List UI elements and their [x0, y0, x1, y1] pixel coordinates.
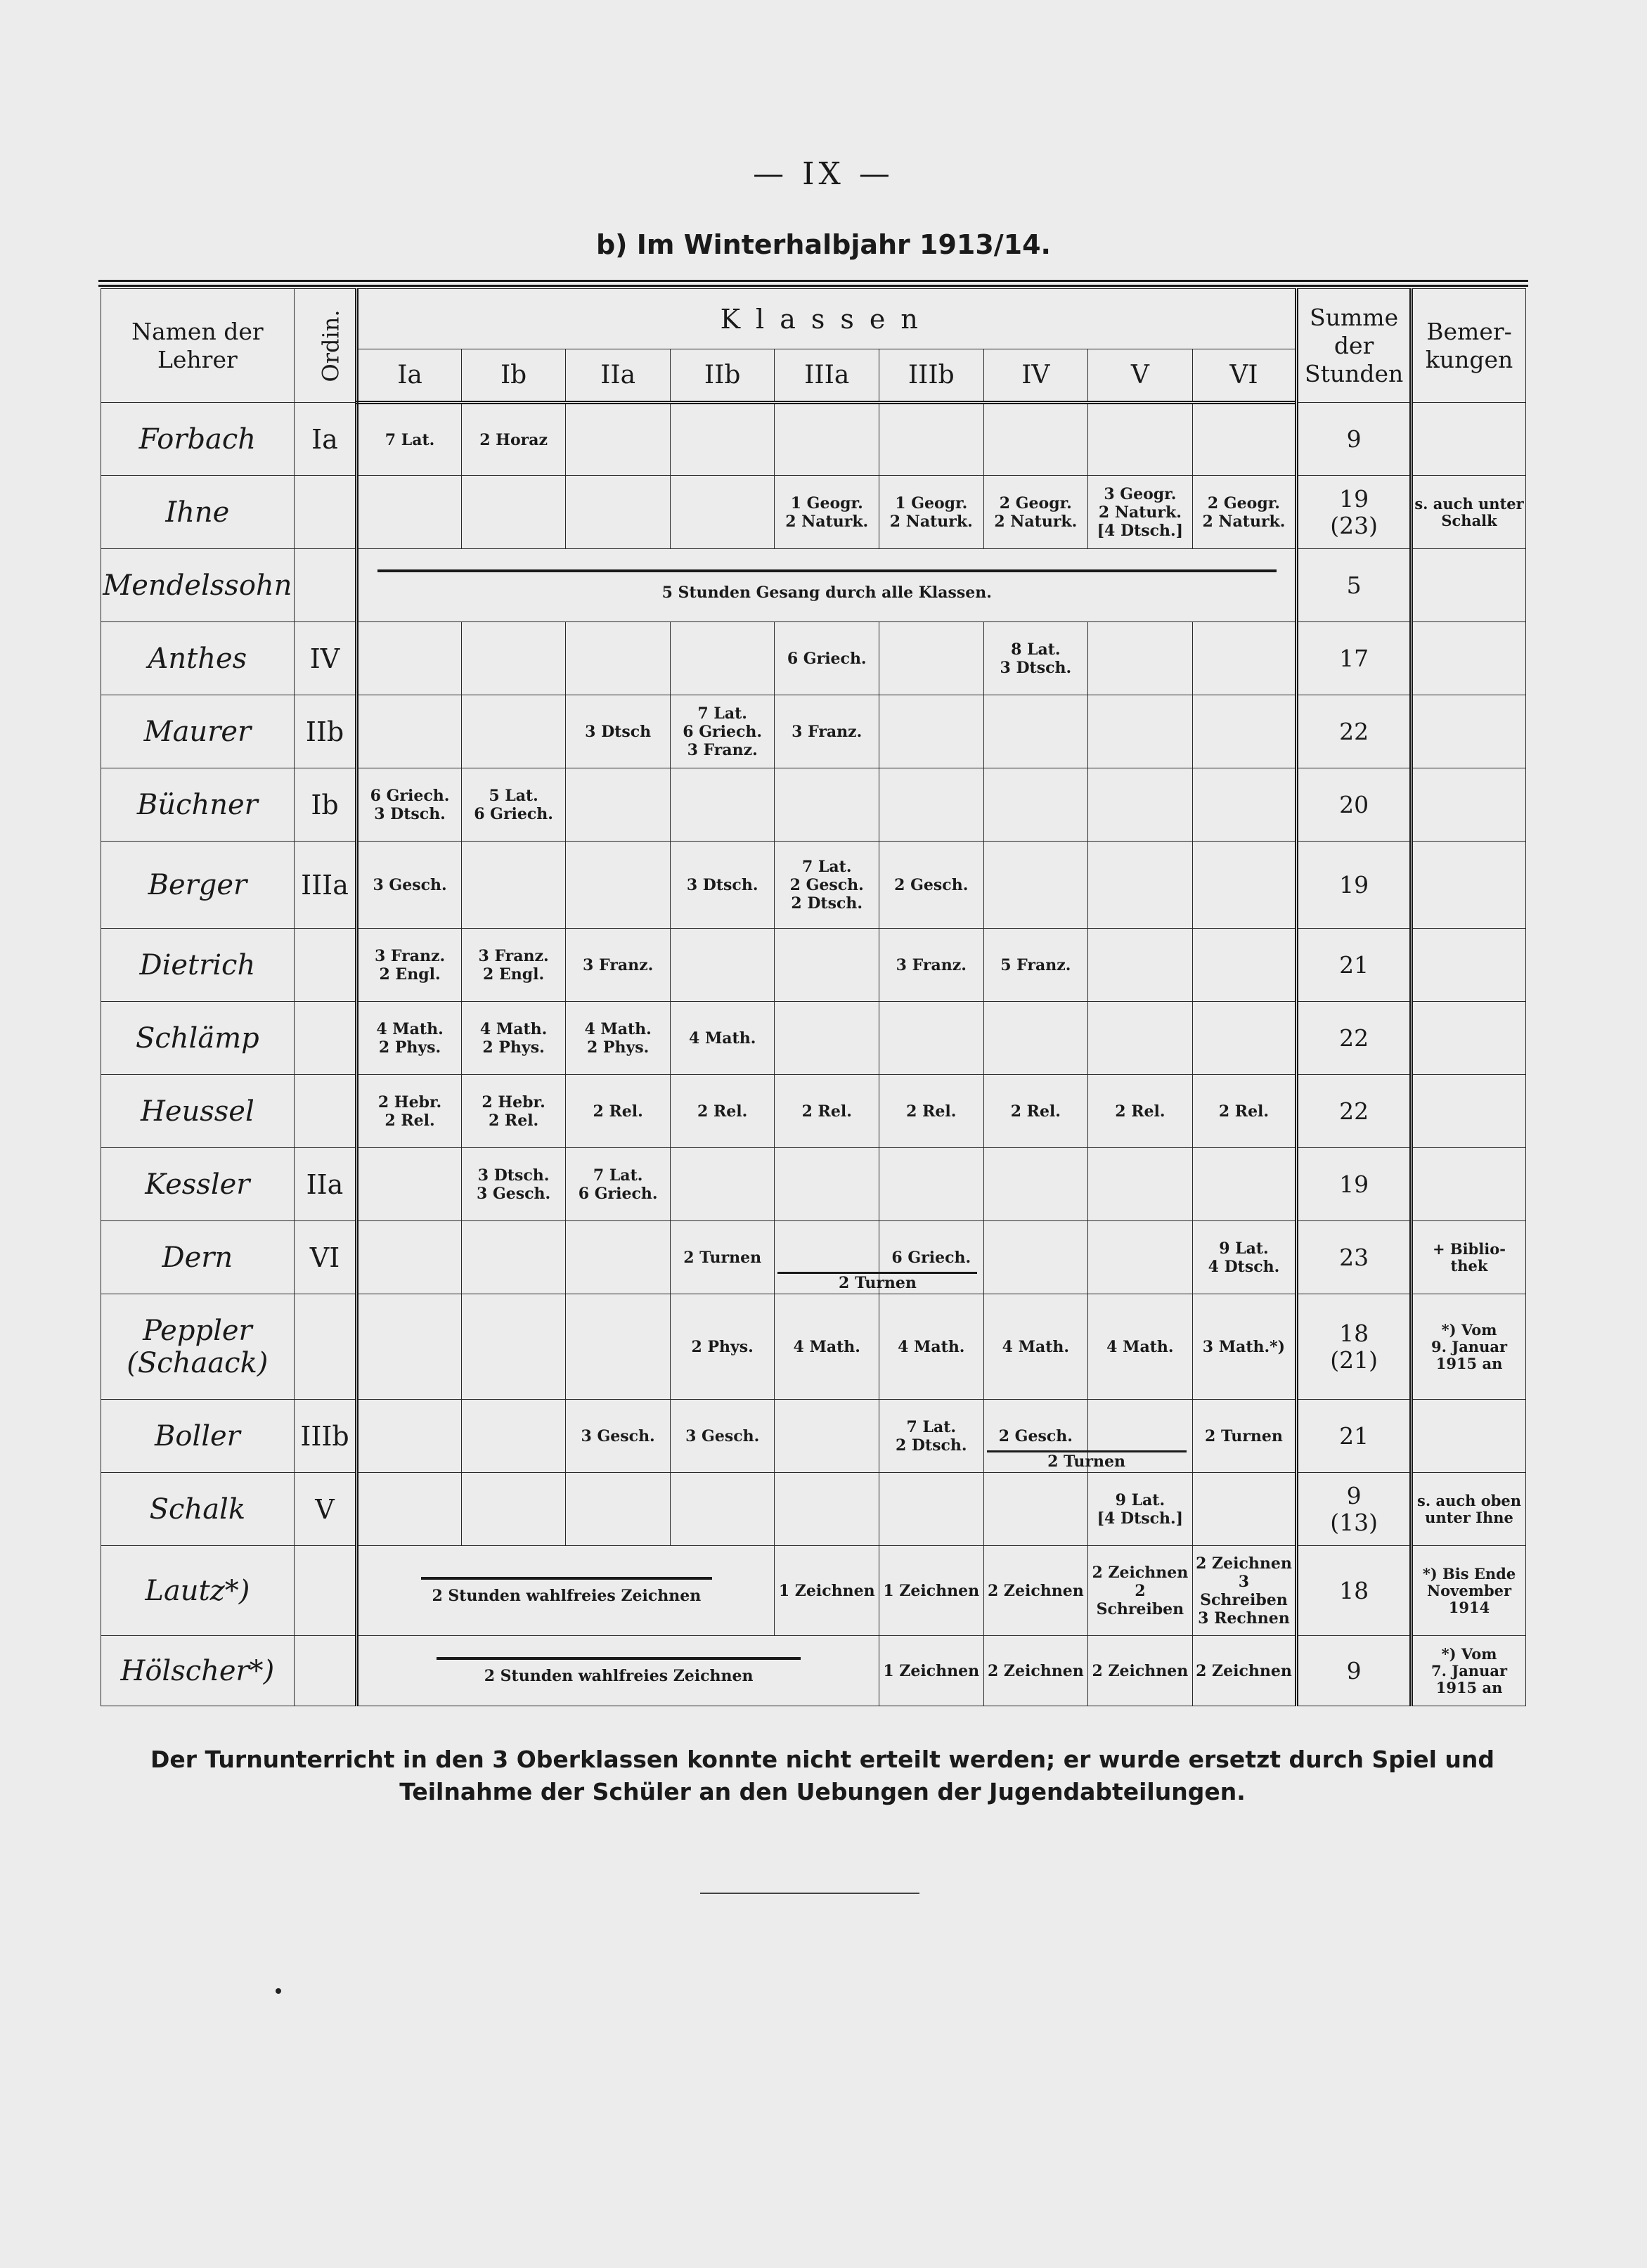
table-row: [101, 1636, 1526, 1706]
ordinariat: V: [294, 1473, 357, 1546]
lesson-cell: 3 Franz. 2 Engl.: [357, 929, 462, 1002]
lesson-cell: 7 Lat. 2 Dtsch.: [879, 1400, 984, 1473]
ordinariat: IIb: [294, 695, 357, 768]
class-header-iiia: IIIa: [775, 349, 879, 403]
joint-lesson-label: 2 Turnen: [987, 1450, 1187, 1471]
lesson-cell: 2 Rel.: [670, 1075, 775, 1148]
lesson-cell: [566, 622, 671, 695]
lesson-cell: [1192, 842, 1297, 929]
ordinariat: [294, 1075, 357, 1148]
lesson-cell: 2 Geogr. 2 Naturk.: [983, 476, 1088, 549]
lesson-cell: [879, 622, 984, 695]
page-heading: b) Im Winterhalbjahr 1913/14.: [595, 229, 1051, 260]
lesson-cell: [670, 768, 775, 842]
teacher-name: Maurer: [101, 695, 295, 768]
span-cell: 2 Stunden wahlfreies Zeichnen: [357, 1636, 879, 1706]
lesson-cell: 7 Lat. 2 Gesch. 2 Dtsch.: [775, 842, 879, 929]
lesson-cell: 4 Math.: [983, 1294, 1088, 1400]
lesson-cell: 2 Rel.: [1192, 1075, 1297, 1148]
lesson-cell: [1088, 1221, 1193, 1294]
class-header-vi: VI: [1192, 349, 1297, 403]
lesson-cell: 2 Zeichnen: [1088, 1636, 1193, 1706]
teacher-name: Dern: [101, 1221, 295, 1294]
remark: [1412, 549, 1526, 622]
lesson-cell: [566, 476, 671, 549]
ordinariat: [294, 476, 357, 549]
lesson-cell: [775, 403, 879, 476]
lesson-cell: 6 Griech.: [775, 622, 879, 695]
lesson-cell: [357, 695, 462, 768]
lesson-cell: 3 Franz.: [775, 695, 879, 768]
lesson-cell: [983, 1221, 1088, 1294]
lesson-cell: [1192, 1473, 1297, 1546]
lesson-cell: 2 Hebr. 2 Rel.: [357, 1075, 462, 1148]
lesson-cell: [461, 695, 566, 768]
teacher-name: Anthes: [101, 622, 295, 695]
table-row: [101, 1546, 1526, 1636]
lesson-cell: [879, 695, 984, 768]
lesson-cell: [1192, 403, 1297, 476]
lesson-cell: 3 Franz. 2 Engl.: [461, 929, 566, 1002]
hours-sum: 19: [1297, 842, 1412, 929]
lesson-cell: [566, 403, 671, 476]
table-row: [101, 622, 1526, 695]
teacher-name: Büchner: [101, 768, 295, 842]
remark: [1412, 768, 1526, 842]
header-summe: Summe der Stunden: [1297, 289, 1412, 403]
lesson-cell: [879, 768, 984, 842]
hours-sum: 22: [1297, 1002, 1412, 1075]
lesson-cell: [357, 1400, 462, 1473]
lesson-cell: 2 Horaz: [461, 403, 566, 476]
table-row: [101, 1294, 1526, 1400]
class-header-iv: IV: [983, 349, 1088, 403]
ordinariat: Ia: [294, 403, 357, 476]
teacher-name: Lautz*): [101, 1546, 295, 1636]
lesson-cell: 3 Dtsch: [566, 695, 671, 768]
lesson-cell: [775, 929, 879, 1002]
hours-sum: 9: [1297, 1636, 1412, 1706]
class-header-ia: Ia: [357, 349, 462, 403]
lesson-cell: [1192, 622, 1297, 695]
remark: *) Bis Ende November 1914: [1412, 1546, 1526, 1636]
table-row: [101, 476, 1526, 549]
lesson-cell: [775, 768, 879, 842]
lesson-cell: [1192, 929, 1297, 1002]
lesson-cell: 7 Lat.: [357, 403, 462, 476]
lesson-cell: 2 Zeichnen 2 Schreiben: [1088, 1546, 1193, 1636]
hours-sum: 9: [1297, 403, 1412, 476]
lesson-cell: 4 Math. 2 Phys.: [357, 1002, 462, 1075]
lesson-cell: [670, 929, 775, 1002]
lesson-cell: 2 Zeichnen: [983, 1636, 1088, 1706]
lesson-cell: [1088, 695, 1193, 768]
hours-sum: 9 (13): [1297, 1473, 1412, 1546]
lesson-cell: [1088, 1002, 1193, 1075]
lesson-cell: [775, 1221, 917, 1294]
remark: [1412, 622, 1526, 695]
lesson-cell: [983, 842, 1088, 929]
hours-sum: 18: [1297, 1546, 1412, 1636]
lesson-cell: [983, 768, 1088, 842]
lesson-cell: [566, 1221, 671, 1294]
lesson-cell: [983, 1002, 1088, 1075]
lesson-cell: 2 Turnen: [670, 1221, 775, 1294]
hours-sum: 5: [1297, 549, 1412, 622]
remark: [1412, 1148, 1526, 1221]
class-header-iib: IIb: [670, 349, 775, 403]
lesson-cell: [1088, 768, 1193, 842]
lesson-cell: 1 Geogr. 2 Naturk.: [775, 476, 879, 549]
footer-note: Der Turnunterricht in den 3 Oberklassen konnte nicht erteilt werden; er wurde ersetzt durch Spiel und Teilnahme der Schüler an den Uebungen der Jugendabteilungen.: [150, 1746, 1494, 1805]
remark: [1412, 929, 1526, 1002]
lesson-cell: 2 Rel.: [566, 1075, 671, 1148]
lesson-cell: 2 Phys.: [670, 1294, 775, 1400]
lesson-cell: [1192, 768, 1297, 842]
lesson-cell: [1088, 929, 1193, 1002]
ordinariat: [294, 1002, 357, 1075]
table-row: [101, 1221, 1526, 1294]
teacher-name: Mendelssohn: [101, 549, 295, 622]
lesson-cell: [357, 476, 462, 549]
lesson-cell: 2 Zeichnen: [1192, 1636, 1297, 1706]
lesson-cell: 4 Math.: [670, 1002, 775, 1075]
table-row: [101, 1148, 1526, 1221]
lesson-cell: 1 Zeichnen: [879, 1636, 984, 1706]
brace-line: [377, 569, 1277, 572]
lesson-cell: 2 Zeichnen: [983, 1546, 1088, 1636]
teacher-name: Ihne: [101, 476, 295, 549]
ordinariat: VI: [294, 1221, 357, 1294]
lesson-cell: [357, 1294, 462, 1400]
page-number: — IX —: [753, 156, 894, 192]
lesson-cell: 9 Lat. 4 Dtsch.: [1192, 1221, 1297, 1294]
lesson-cell: [879, 403, 984, 476]
hours-sum: 21: [1297, 1400, 1412, 1473]
lesson-cell: 4 Math.: [1088, 1294, 1193, 1400]
lesson-cell: [566, 768, 671, 842]
teacher-name: Schlämp: [101, 1002, 295, 1075]
lesson-cell: [357, 622, 462, 695]
span-cell: 5 Stunden Gesang durch alle Klassen.: [357, 549, 1297, 622]
lesson-cell: [566, 1294, 671, 1400]
ordinariat: [294, 1636, 357, 1706]
lesson-cell: [879, 1002, 984, 1075]
lesson-cell: [1192, 695, 1297, 768]
remark: *) Vom 7. Januar 1915 an: [1412, 1636, 1526, 1706]
remark: [1412, 1075, 1526, 1148]
ordinariat: IIIb: [294, 1400, 357, 1473]
lesson-cell: 4 Math.: [879, 1294, 984, 1400]
lesson-cell: 3 Dtsch.: [670, 842, 775, 929]
lesson-cell: [1088, 1148, 1193, 1221]
table-row: [101, 1400, 1526, 1473]
lesson-cell: [1192, 1148, 1297, 1221]
ordinariat: IIIa: [294, 842, 357, 929]
lesson-cell: [461, 1400, 566, 1473]
remark: s. auch oben unter Ihne: [1412, 1473, 1526, 1546]
hours-sum: 19 (23): [1297, 476, 1412, 549]
lesson-cell: [775, 1400, 879, 1473]
lesson-cell: 8 Lat. 3 Dtsch.: [983, 622, 1088, 695]
teacher-name: Dietrich: [101, 929, 295, 1002]
lesson-cell: 4 Math.: [775, 1294, 879, 1400]
lesson-cell: [879, 1148, 984, 1221]
class-header-v: V: [1088, 349, 1193, 403]
remark: [1412, 842, 1526, 929]
lesson-cell: 2 Rel.: [983, 1075, 1088, 1148]
ordinariat: [294, 1294, 357, 1400]
remark: [1412, 403, 1526, 476]
lesson-cell: 1 Zeichnen: [879, 1546, 984, 1636]
lesson-cell: [461, 476, 566, 549]
remark: [1412, 1002, 1526, 1075]
table-row: [101, 1473, 1526, 1546]
lesson-cell: [1088, 842, 1193, 929]
lesson-cell: [670, 403, 775, 476]
top-rule-2: [98, 285, 1528, 287]
lesson-cell: 3 Franz.: [566, 929, 671, 1002]
top-rule: [98, 280, 1528, 282]
lesson-cell: 5 Franz.: [983, 929, 1088, 1002]
lesson-cell: [983, 695, 1088, 768]
lesson-cell: 2 Hebr. 2 Rel.: [461, 1075, 566, 1148]
teacher-name: Heussel: [101, 1075, 295, 1148]
hours-sum: 19: [1297, 1148, 1412, 1221]
teacher-name: Hölscher*): [101, 1636, 295, 1706]
teacher-schedule-table: [101, 288, 1526, 1706]
remark: s. auch unter Schalk: [1412, 476, 1526, 549]
ordinariat: [294, 549, 357, 622]
teacher-name: Forbach: [101, 403, 295, 476]
lesson-cell: 3 Gesch.: [670, 1400, 775, 1473]
lesson-cell: [775, 1002, 879, 1075]
lesson-cell: 4 Math. 2 Phys.: [461, 1002, 566, 1075]
ordinariat: [294, 929, 357, 1002]
header-bemerkungen: Bemer-kungen: [1412, 289, 1526, 403]
lesson-cell: [566, 1473, 671, 1546]
header-ordin: Ordin.: [294, 289, 357, 403]
hours-sum: 22: [1297, 1075, 1412, 1148]
lesson-cell: [461, 1221, 566, 1294]
lesson-cell: 2 Geogr. 2 Naturk.: [1192, 476, 1297, 549]
lesson-cell: [775, 1473, 879, 1546]
lesson-cell: [670, 1473, 775, 1546]
lesson-cell: [1088, 622, 1193, 695]
ordinariat: IIa: [294, 1148, 357, 1221]
lesson-cell: [670, 476, 775, 549]
lesson-cell: 1 Zeichnen: [775, 1546, 879, 1636]
lesson-cell: 4 Math. 2 Phys.: [566, 1002, 671, 1075]
span-cell: 2 Stunden wahlfreies Zeichnen: [357, 1546, 775, 1636]
hours-sum: 18 (21): [1297, 1294, 1412, 1400]
lesson-cell: [1192, 1002, 1297, 1075]
lesson-cell: 3 Franz.: [879, 929, 984, 1002]
lesson-cell: 9 Lat. [4 Dtsch.]: [1088, 1473, 1193, 1546]
brace-line: [421, 1577, 712, 1580]
lesson-cell: 2 Rel.: [1088, 1075, 1193, 1148]
lesson-cell: 1 Geogr. 2 Naturk.: [879, 476, 984, 549]
lesson-cell: 5 Lat. 6 Griech.: [461, 768, 566, 842]
lesson-cell: 7 Lat. 6 Griech. 3 Franz.: [670, 695, 775, 768]
table-row: [101, 403, 1526, 476]
lesson-cell: [670, 1148, 775, 1221]
lesson-cell: [983, 1473, 1088, 1546]
lesson-cell: [461, 1473, 566, 1546]
hours-sum: 23: [1297, 1221, 1412, 1294]
table-row: [101, 929, 1526, 1002]
lesson-cell: [461, 1294, 566, 1400]
lesson-cell: [775, 1148, 879, 1221]
class-header-iiib: IIIb: [879, 349, 984, 403]
lesson-cell: 6 Griech. 3 Dtsch.: [357, 768, 462, 842]
joint-lesson-label: 2 Turnen: [777, 1272, 977, 1292]
brace-line: [437, 1657, 801, 1660]
teacher-name: Peppler (Schaack): [101, 1294, 295, 1400]
hours-sum: 17: [1297, 622, 1412, 695]
teacher-name: Schalk: [101, 1473, 295, 1546]
lesson-cell: [461, 622, 566, 695]
lesson-cell: [566, 842, 671, 929]
lesson-cell: 3 Gesch.: [566, 1400, 671, 1473]
remark: *) Vom 9. Januar 1915 an: [1412, 1294, 1526, 1400]
remark: [1412, 695, 1526, 768]
table-row: [101, 695, 1526, 768]
lesson-cell: [357, 1221, 462, 1294]
lesson-cell: [357, 1148, 462, 1221]
lesson-cell: 2 Turnen: [1192, 1400, 1297, 1473]
hours-sum: 21: [1297, 929, 1412, 1002]
lesson-cell: 6 Griech.: [879, 1221, 984, 1294]
lesson-cell: [879, 1473, 984, 1546]
lesson-cell: 2 Zeichnen 3 Schreiben 3 Rechnen: [1192, 1546, 1297, 1636]
lesson-cell: [670, 622, 775, 695]
table-row: [101, 1075, 1526, 1148]
class-header-iia: IIa: [566, 349, 671, 403]
lesson-cell: 3 Gesch.: [357, 842, 462, 929]
header-klassen: Klassen: [357, 289, 1297, 349]
lesson-cell: 3 Dtsch. 3 Gesch.: [461, 1148, 566, 1221]
lesson-cell: 7 Lat. 6 Griech.: [566, 1148, 671, 1221]
header-namen: Namen der Lehrer: [101, 289, 295, 403]
footer-rule: [700, 1893, 919, 1894]
teacher-name: Berger: [101, 842, 295, 929]
lesson-cell: 3 Geogr. 2 Naturk. [4 Dtsch.]: [1088, 476, 1193, 549]
lesson-cell: 2 Rel.: [775, 1075, 879, 1148]
ordinariat: IV: [294, 622, 357, 695]
hours-sum: 20: [1297, 768, 1412, 842]
lesson-cell: 2 Rel.: [879, 1075, 984, 1148]
lesson-cell: [983, 1148, 1088, 1221]
lesson-cell: [461, 842, 566, 929]
class-header-ib: Ib: [461, 349, 566, 403]
teacher-name: Kessler: [101, 1148, 295, 1221]
ordinariat: Ib: [294, 768, 357, 842]
lesson-cell: 3 Math.*): [1192, 1294, 1297, 1400]
table-row: [101, 1002, 1526, 1075]
lesson-cell: 2 Gesch. 2 Turnen: [983, 1400, 1088, 1473]
table-row: [101, 842, 1526, 929]
lesson-cell: [983, 403, 1088, 476]
lesson-cell: 2 Gesch.: [879, 842, 984, 929]
teacher-name: Boller: [101, 1400, 295, 1473]
hours-sum: 22: [1297, 695, 1412, 768]
remark: + Biblio- thek: [1412, 1221, 1526, 1294]
table-row: [101, 768, 1526, 842]
ink-dot: [276, 1988, 281, 1994]
lesson-cell: [1088, 403, 1193, 476]
remark: [1412, 1400, 1526, 1473]
lesson-cell: [357, 1473, 462, 1546]
table-row: [101, 549, 1526, 622]
ordinariat: [294, 1546, 357, 1636]
